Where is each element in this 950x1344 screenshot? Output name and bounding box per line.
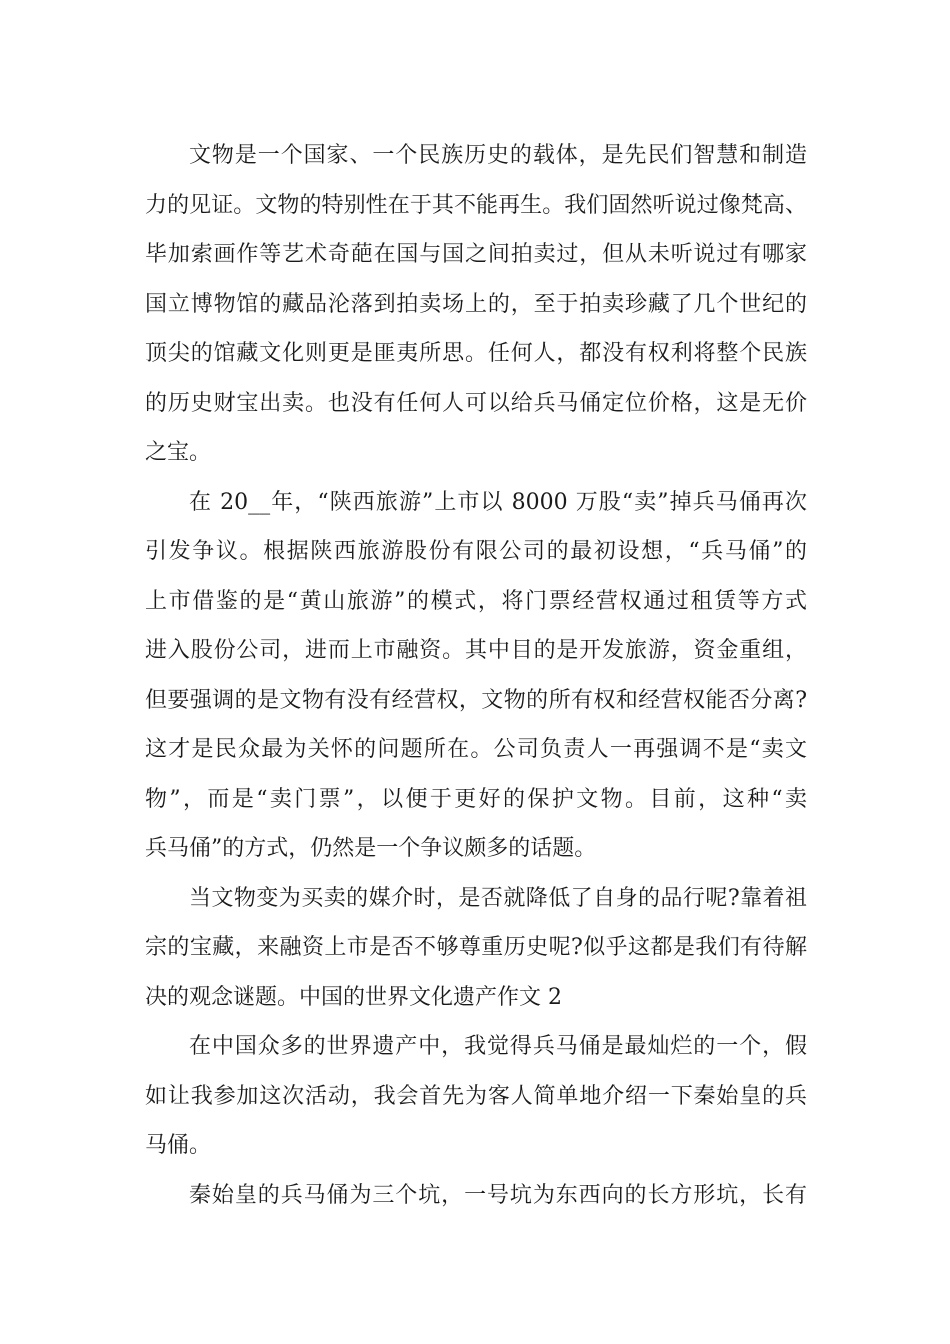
text-line: 上市借鉴的是“黄山旅游”的模式，将门票经营权通过租赁等方式 [145, 588, 807, 614]
text-line: 这才是民众最为关怀的问题所在。公司负责人一再强调不是“卖文 [145, 737, 807, 762]
text-line: 的历史财宝出卖。也没有任何人可以给兵马俑定位价格，这是无价 [145, 390, 807, 416]
text-line: 进入股份公司，进而上市融资。其中目的是开发旅游，资金重组， [145, 638, 807, 663]
text-line: 物”，而是“卖门票”，以便于更好的保护文物。目前，这种“卖 [145, 786, 807, 812]
text-line: 马俑。 [145, 1133, 212, 1158]
text-line: 力的见证。文物的特别性在于其不能再生。我们固然听说过像梵高、 [145, 192, 807, 218]
text-line: 在 20__年，“陕西旅游”上市以 8000 万股“卖”掉兵马俑再次 [189, 489, 807, 515]
text-line: 秦始皇的兵马俑为三个坑，一号坑为东西向的长方形坑，长有 [189, 1182, 807, 1208]
text-line: 顶尖的馆藏文化则更是匪夷所思。任何人，都没有权利将整个民族 [145, 341, 807, 366]
paragraph-2 [145, 478, 807, 874]
document-body [145, 131, 807, 1220]
text-line: 毕加索画作等艺术奇葩在国与国之间拍卖过，但从未听说过有哪家 [145, 242, 807, 267]
text-line: 之宝。 [145, 440, 212, 465]
text-line: 决的观念谜题。中国的世界文化遗产作文 2 [145, 984, 562, 1010]
text-line: 宗的宝藏，来融资上市是否不够尊重历史呢?似乎这都是我们有待解 [145, 935, 807, 960]
text-line: 当文物变为买卖的媒介时，是否就降低了自身的品行呢?靠着祖 [189, 885, 807, 911]
text-line: 兵马俑”的方式，仍然是一个争议颇多的话题。 [145, 836, 597, 861]
text-line: 国立博物馆的藏品沦落到拍卖场上的，至于拍卖珍藏了几个世纪的 [145, 291, 807, 317]
paragraph-4 [145, 1022, 807, 1171]
text-line: 引发争议。根据陕西旅游股份有限公司的最初设想，“兵马俑”的 [145, 539, 807, 564]
paragraph-3 [145, 874, 807, 1023]
paragraph-5 [145, 1171, 807, 1221]
text-line: 但要强调的是文物有没有经营权，文物的所有权和经营权能否分离? [145, 687, 807, 713]
text-line: 如让我参加这次活动，我会首先为客人简单地介绍一下秦始皇的兵 [145, 1083, 807, 1109]
paragraph-1 [145, 131, 807, 478]
text-line: 文物是一个国家、一个民族历史的载体，是先民们智慧和制造 [189, 143, 807, 168]
text-line: 在中国众多的世界遗产中，我觉得兵马俑是最灿烂的一个，假 [189, 1034, 807, 1059]
